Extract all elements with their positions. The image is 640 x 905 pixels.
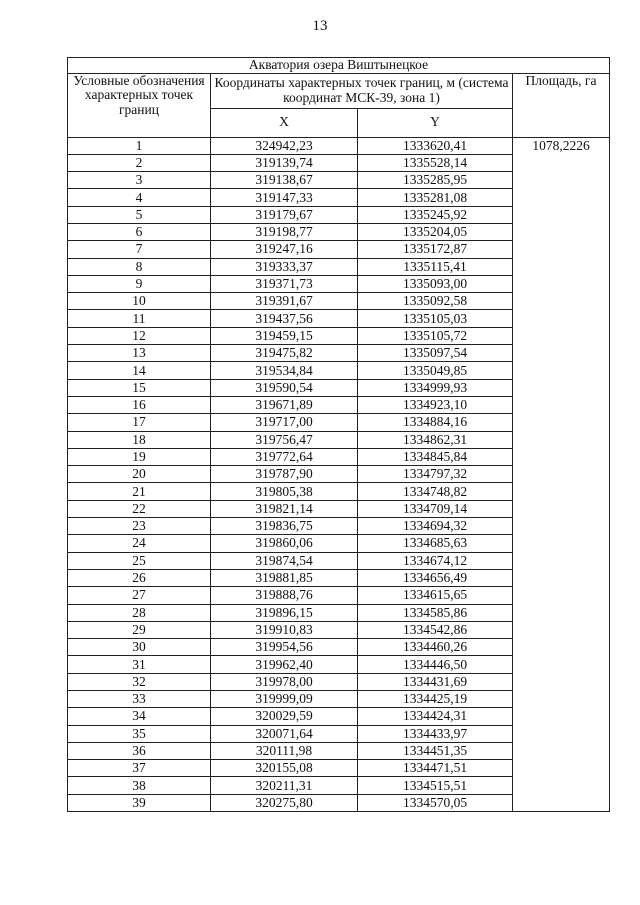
coord-y: 1334542,86 <box>358 621 513 638</box>
point-number: 11 <box>68 310 211 327</box>
point-number: 29 <box>68 621 211 638</box>
point-number: 6 <box>68 223 211 240</box>
coord-x: 319147,33 <box>211 189 358 206</box>
coord-x: 319475,82 <box>211 345 358 362</box>
point-number: 14 <box>68 362 211 379</box>
coord-y: 1335093,00 <box>358 275 513 292</box>
coord-y: 1335204,05 <box>358 223 513 240</box>
point-number: 16 <box>68 396 211 413</box>
point-number: 8 <box>68 258 211 275</box>
coord-x: 319787,90 <box>211 466 358 483</box>
coord-y: 1334656,49 <box>358 569 513 586</box>
coord-x: 319999,09 <box>211 691 358 708</box>
coord-y: 1333620,41 <box>358 137 513 154</box>
coord-y: 1335528,14 <box>358 154 513 171</box>
coord-y: 1335285,95 <box>358 172 513 189</box>
coord-y: 1334424,31 <box>358 708 513 725</box>
point-number: 24 <box>68 535 211 552</box>
point-number: 36 <box>68 742 211 759</box>
header-area: Площадь, га <box>513 73 610 137</box>
point-number: 30 <box>68 639 211 656</box>
coord-y: 1334425,19 <box>358 691 513 708</box>
coord-x: 319962,40 <box>211 656 358 673</box>
coord-y: 1334748,82 <box>358 483 513 500</box>
coord-x: 319333,37 <box>211 258 358 275</box>
coord-x: 319805,38 <box>211 483 358 500</box>
coord-y: 1335281,08 <box>358 189 513 206</box>
coord-x: 319756,47 <box>211 431 358 448</box>
point-number: 3 <box>68 172 211 189</box>
coord-y: 1334431,69 <box>358 673 513 690</box>
point-number: 26 <box>68 569 211 586</box>
coord-x: 319888,76 <box>211 587 358 604</box>
table-row <box>68 137 610 154</box>
coord-y: 1334694,32 <box>358 518 513 535</box>
point-number: 35 <box>68 725 211 742</box>
point-number: 10 <box>68 293 211 310</box>
coord-x: 320211,31 <box>211 777 358 794</box>
coord-x: 319772,64 <box>211 448 358 465</box>
point-number: 34 <box>68 708 211 725</box>
header-y: Y <box>358 108 513 137</box>
point-number: 7 <box>68 241 211 258</box>
point-number: 31 <box>68 656 211 673</box>
coord-y: 1334884,16 <box>358 414 513 431</box>
coord-x: 319896,15 <box>211 604 358 621</box>
header-points: Условные обозначения характерных точек границ <box>68 73 211 137</box>
point-number: 27 <box>68 587 211 604</box>
coord-y: 1334570,05 <box>358 794 513 811</box>
coord-x: 319198,77 <box>211 223 358 240</box>
coord-x: 319534,84 <box>211 362 358 379</box>
coord-x: 319671,89 <box>211 396 358 413</box>
point-number: 32 <box>68 673 211 690</box>
point-number: 1 <box>68 137 211 154</box>
coord-y: 1334433,97 <box>358 725 513 742</box>
coord-y: 1335105,72 <box>358 327 513 344</box>
coord-y: 1334923,10 <box>358 396 513 413</box>
coord-y: 1334585,86 <box>358 604 513 621</box>
point-number: 39 <box>68 794 211 811</box>
coord-y: 1334685,63 <box>358 535 513 552</box>
coord-x: 319459,15 <box>211 327 358 344</box>
coord-y: 1334674,12 <box>358 552 513 569</box>
coord-y: 1334446,50 <box>358 656 513 673</box>
point-number: 21 <box>68 483 211 500</box>
point-number: 20 <box>68 466 211 483</box>
coord-x: 319371,73 <box>211 275 358 292</box>
coord-x: 320155,08 <box>211 760 358 777</box>
coord-y: 1334709,14 <box>358 500 513 517</box>
coord-x: 319179,67 <box>211 206 358 223</box>
coord-y: 1335092,58 <box>358 293 513 310</box>
coord-x: 319821,14 <box>211 500 358 517</box>
coord-x: 319881,85 <box>211 569 358 586</box>
point-number: 25 <box>68 552 211 569</box>
coord-y: 1334615,65 <box>358 587 513 604</box>
coord-x: 319954,56 <box>211 639 358 656</box>
coord-y: 1334845,84 <box>358 448 513 465</box>
coord-x: 320029,59 <box>211 708 358 725</box>
point-number: 12 <box>68 327 211 344</box>
coord-x: 324942,23 <box>211 137 358 154</box>
point-number: 38 <box>68 777 211 794</box>
coord-y: 1335049,85 <box>358 362 513 379</box>
coord-y: 1334797,32 <box>358 466 513 483</box>
point-number: 18 <box>68 431 211 448</box>
coord-x: 320275,80 <box>211 794 358 811</box>
point-number: 15 <box>68 379 211 396</box>
coord-x: 319910,83 <box>211 621 358 638</box>
point-number: 33 <box>68 691 211 708</box>
coord-y: 1334471,51 <box>358 760 513 777</box>
point-number: 37 <box>68 760 211 777</box>
coord-x: 320111,98 <box>211 742 358 759</box>
coord-x: 319978,00 <box>211 673 358 690</box>
coord-x: 319590,54 <box>211 379 358 396</box>
coord-x: 319139,74 <box>211 154 358 171</box>
coord-y: 1334999,93 <box>358 379 513 396</box>
point-number: 22 <box>68 500 211 517</box>
coord-y: 1335097,54 <box>358 345 513 362</box>
coord-y: 1335172,87 <box>358 241 513 258</box>
point-number: 2 <box>68 154 211 171</box>
coord-y: 1335105,03 <box>358 310 513 327</box>
coord-y: 1334862,31 <box>358 431 513 448</box>
point-number: 28 <box>68 604 211 621</box>
point-number: 5 <box>68 206 211 223</box>
coord-x: 320071,64 <box>211 725 358 742</box>
coord-y: 1334451,35 <box>358 742 513 759</box>
coord-x: 319437,56 <box>211 310 358 327</box>
header-x: X <box>211 108 358 137</box>
header-coordinates: Координаты характерных точек границ, м (система координат МСК-39, зона 1) <box>211 73 513 108</box>
coordinates-table <box>67 57 610 812</box>
page-number: 13 <box>312 18 328 34</box>
coord-y: 1334460,26 <box>358 639 513 656</box>
table-title: Акватория озера Виштынецкое <box>68 58 610 74</box>
coord-x: 319247,16 <box>211 241 358 258</box>
point-number: 9 <box>68 275 211 292</box>
coord-y: 1335115,41 <box>358 258 513 275</box>
point-number: 17 <box>68 414 211 431</box>
coord-x: 319391,67 <box>211 293 358 310</box>
coord-y: 1334515,51 <box>358 777 513 794</box>
coord-x: 319836,75 <box>211 518 358 535</box>
point-number: 4 <box>68 189 211 206</box>
coord-y: 1335245,92 <box>358 206 513 223</box>
point-number: 19 <box>68 448 211 465</box>
point-number: 13 <box>68 345 211 362</box>
coord-x: 319874,54 <box>211 552 358 569</box>
coord-x: 319138,67 <box>211 172 358 189</box>
coord-x: 319717,00 <box>211 414 358 431</box>
coord-x: 319860,06 <box>211 535 358 552</box>
point-number: 23 <box>68 518 211 535</box>
area-value: 1078,2226 <box>513 137 610 812</box>
